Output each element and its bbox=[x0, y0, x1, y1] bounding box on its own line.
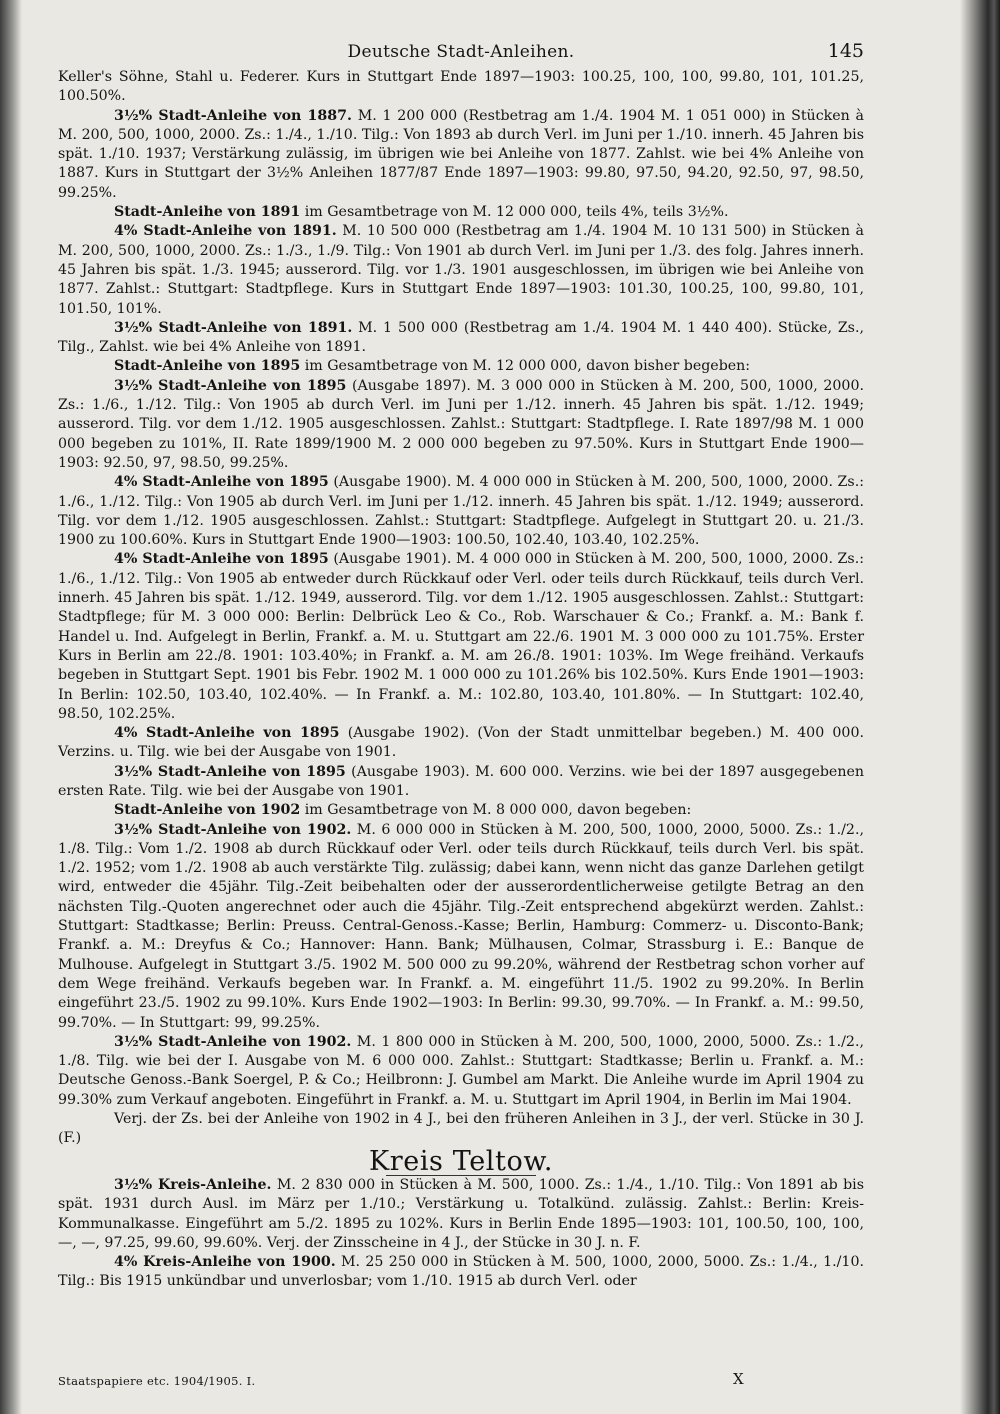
main-paragraph bbox=[58, 68, 864, 107]
entry-heading: Stadt-Anleihe von 1891 bbox=[114, 204, 301, 221]
entry-text: (Ausgabe 1900). M. 4 000 000 in Stücken à M. 200, 500, 1000, 2000. Zs.: 1./6., 1./12. Tilg.: Von 1905 ab durch Verl. im Juni per 1./12. innerh. 45 Jahren bis spät. 1./12. 1949; ausserord. Tilg. vor dem 1./12. 1905 ausgeschlossen. Zahlst.: Stuttgart: Stadtpflege. Aufgelegt in Stuttgart 20. u. 21./3. 1900 zu 100.60%. Kurs in Stuttgart Ende 1900—1903: 100.50, 102.40, 103.40, 102.25%. bbox=[58, 474, 864, 549]
section-paragraph bbox=[58, 1253, 864, 1292]
entry-text: im Gesamtbetrage von M. 8 000 000, davon begeben: bbox=[300, 802, 692, 819]
main-paragraph bbox=[58, 801, 864, 820]
entry-heading: 3½% Stadt-Anleihe von 1887. bbox=[114, 107, 352, 124]
entry-heading: 4% Stadt-Anleihe von 1895 bbox=[114, 474, 329, 491]
entry-text: im Gesamtbetrage von M. 12 000 000, teils 4%, teils 3½%. bbox=[300, 204, 729, 221]
entry-text: M. 1 800 000 in Stücken à M. 200, 500, 1000, 2000, 5000. Zs.: 1./2., 1./8. Tilg. wie bei der I. Ausgabe von M. 6 000 000. Zahlst.: Stuttgart: Stadtkasse; Berlin u. Frankf. a. M.: Deutsche Genoss.-Bank Soergel, P. & Co.; Heilbronn: J. Gumbel am Markt. Die Anleihe wurde im April 1904 zu 99.30% zum Verkauf angeboten. Eingeführt in Frankf. a. M. u. Stuttgart im April 1904, in Berlin im Mai 1904. bbox=[58, 1033, 864, 1108]
main-paragraph bbox=[58, 724, 864, 763]
main-paragraph bbox=[58, 763, 864, 802]
entry-text: M. 25 250 000 in Stücken à M. 500, 1000, 2000, 5000. Zs.: 1./4., 1./10. Tilg.: Bis 1915 unkündbar und unverlosbar; vom 1./10. 1915 ab durch Verl. oder bbox=[58, 1254, 864, 1290]
entry-text: Verj. der Zs. bei der Anleihe von 1902 in 4 J., bei den früheren Anleihen in 3 J., der verl. Stücke in 30 J. (F.) bbox=[58, 1111, 864, 1147]
main-paragraph bbox=[58, 1033, 864, 1110]
body-text bbox=[58, 68, 864, 1292]
running-title: Deutsche Stadt-Anleihen. bbox=[347, 42, 575, 62]
entry-text: im Gesamtbetrage von M. 12 000 000, davon bisher begeben: bbox=[300, 358, 751, 375]
entry-text: Keller's Söhne, Stahl u. Federer. Kurs in Stuttgart Ende 1897—1903: 100.25, 100, 100, 99.80, 101, 101.25, 100.50%. bbox=[58, 69, 864, 105]
main-paragraph bbox=[58, 550, 864, 724]
entry-heading: 3½% Stadt-Anleihe von 1902. bbox=[114, 1033, 352, 1050]
running-head bbox=[58, 38, 864, 68]
main-paragraph bbox=[58, 357, 864, 376]
main-paragraph bbox=[58, 319, 864, 358]
entry-heading: 4% Kreis-Anleihe von 1900. bbox=[114, 1254, 336, 1271]
entry-heading: 3½% Kreis-Anleihe. bbox=[114, 1176, 272, 1193]
footer-imprint: Staatspapiere etc. 1904/1905. I. bbox=[58, 1374, 256, 1388]
entry-text: (Ausgabe 1897). M. 3 000 000 in Stücken à M. 200, 500, 1000, 2000. Zs.: 1./6., 1./12. Tilg.: Von 1905 ab durch Verl. im Juni per 1./12. innerh. 45 Jahren bis spät. 1./12. 1949; ausserord. Tilg. vor dem 1./12. 1905 ausgeschlossen. Zahlst.: Stuttgart: Stadtpflege. I. Rate 1897/98 M. 1 000 000 begeben zu 101%, II. Rate 1899/1900 M. 2 000 000 begeben zu 97.50%. Kurs in Stuttgart Ende 1900—1903: 92.50, 97, 98.50, 99.25%. bbox=[58, 377, 864, 471]
page-footer bbox=[58, 1372, 864, 1392]
entry-text: M. 1 500 000 (Restbetrag am 1./4. 1904 M. 1 440 400). Stücke, Zs., Tilg., Zahlst. wie bei 4% Anleihe von 1891. bbox=[58, 319, 864, 356]
main-paragraph bbox=[58, 222, 864, 318]
section-paragraph bbox=[58, 1176, 864, 1253]
entry-heading: 4% Stadt-Anleihe von 1895 bbox=[114, 725, 340, 742]
scan-shadow-left bbox=[0, 0, 22, 1414]
scan-shadow-right bbox=[960, 0, 1000, 1414]
entry-text: M. 6 000 000 in Stücken à M. 200, 500, 1000, 2000, 5000. Zs.: 1./2., 1./8. Tilg.: Vom 1./2. 1908 ab durch Rückkauf oder Verl. oder teils durch Rückkauf, teils durch Verl. bis spät. 1./2. 1952; vom 1./2. 1908 ab auch verstärkte Tilg. zulässig; dabei kann, wenn nicht das ganze Darlehen getilgt wird, entweder die 45jähr. Tilg.-Zeit beibehalten oder der ausserordentlicherweise getilgte Betrag an den nächsten Tilg.-Quoten angerechnet oder auch die 45jähr. Tilg.-Zeit entsprechend abgekürzt werden. Zahlst.: Stuttgart: Stadtkasse; Berlin: Preuss. Central-Genoss.-Kasse; Berlin, Hamburg: Commerz- u. Disconto-Bank; Frankf. a. M.: Dreyfus & Co.; Hannover: Hann. Bank; Mülhausen, Colmar, Strassburg i. E.: Banque de Mulhouse. Aufgelegt in Stuttgart 3./5. 1902 M. 500 000 zu 99.20%, während der Restbetrag schon vorher auf dem Wege freihänd. Verkaufs begeben war. In Frankf. a. M. eingeführt 11./5. 1902 zu 99.20%. In Berlin eingeführt 23./5. 1902 zu 99.10%. Kurs Ende 1902—1903: In Berlin: 99.30, 99.70%. — In Frankf. a. M.: 99.50, 99.70%. — In Stuttgart: 99, 99.25%. bbox=[58, 821, 864, 1031]
entry-heading: 3½% Stadt-Anleihe von 1891. bbox=[114, 319, 353, 336]
main-paragraphs bbox=[58, 68, 864, 1149]
entry-text: M. 10 500 000 (Restbetrag am 1./4. 1904 M. 10 131 500) in Stücken à M. 200, 500, 1000, 2000. Zs.: 1./3., 1./9. Tilg.: Von 1901 ab durch Verl. im Juni per 1./3. des folg. Jahres innerh. 45 Jahren bis spät. 1./3. 1945; ausserord. Tilg. vor 1./3. 1901 ausgeschlossen, im übrigen wie bei Anleihe von 1877. Zahlst.: Stuttgart: Stadtpflege. Kurs in Stuttgart Ende 1897—1903: 101.30, 100.25, 100, 99.80, 101, 101.50, 101%. bbox=[58, 223, 864, 317]
document-page bbox=[58, 38, 864, 1398]
entry-text: M. 2 830 000 in Stücken à M. 500, 1000. Zs.: 1./4., 1./10. Tilg.: Von 1891 ab bis spät. 1931 durch Ausl. im März per 1./10.; Verstärkung u. Totalkünd. zulässig. Zahlst.: Berlin: Kreis-Kommunalkasse. Eingeführt am 5./2. 1895 zu 102%. Kurs in Berlin Ende 1895—1903: 101, 100.50, 100, 100, —, —, 97.25, 99.60, 99.60%. Verj. der Zinsscheine in 4 J., der Stücke in 30 J. n. F. bbox=[58, 1176, 864, 1251]
section-heading: Kreis Teltow. bbox=[368, 1145, 554, 1177]
entry-heading: Stadt-Anleihe von 1902 bbox=[114, 802, 301, 819]
main-paragraph bbox=[58, 377, 864, 473]
footer-signature-mark: X bbox=[733, 1370, 744, 1388]
entry-text: (Ausgabe 1902). (Von der Stadt unmittelbar begeben.) M. 400 000. Verzins. u. Tilg. wie bei der Ausgabe von 1901. bbox=[58, 725, 864, 761]
main-paragraph bbox=[58, 203, 864, 222]
entry-heading: 3½% Stadt-Anleihe von 1902. bbox=[114, 821, 352, 838]
main-paragraph bbox=[58, 473, 864, 550]
main-paragraph bbox=[58, 107, 864, 203]
entry-heading: 3½% Stadt-Anleihe von 1895 bbox=[114, 377, 347, 394]
entry-heading: 4% Stadt-Anleihe von 1891. bbox=[114, 223, 337, 240]
page-number: 145 bbox=[827, 40, 864, 62]
main-paragraph bbox=[58, 1110, 864, 1149]
entry-heading: 4% Stadt-Anleihe von 1895 bbox=[114, 551, 329, 568]
entry-heading: Stadt-Anleihe von 1895 bbox=[114, 358, 301, 375]
main-paragraph bbox=[58, 821, 864, 1033]
section-paragraphs bbox=[58, 1176, 864, 1292]
entry-heading: 3½% Stadt-Anleihe von 1895 bbox=[114, 763, 346, 780]
entry-text: M. 1 200 000 (Restbetrag am 1./4. 1904 M. 1 051 000) in Stücken à M. 200, 500, 1000, 2000. Zs.: 1./4., 1./10. Tilg.: Von 1893 ab durch Verl. im Juni per 1./10. innerh. 45 Jahren bis spät. 1./10. 1937; Verstärkung zulässig, im übrigen wie bei Anleihe von 1877. Zahlst. wie bei 4% Anleihe von 1887. Kurs in Stuttgart der 3½% Anleihen 1877/87 Ende 1897—1903: 99.80, 97.50, 94.20, 92.50, 97, 98.50, 99.25%. bbox=[58, 107, 864, 201]
entry-text: (Ausgabe 1901). M. 4 000 000 in Stücken à M. 200, 500, 1000, 2000. Zs.: 1./6., 1./12. Tilg.: Von 1905 ab entweder durch Rückkauf oder Verl. oder teils durch Rückkauf, teils durch Verl. innerh. 45 Jahren bis spät. 1./12. 1949, ausserord. Tilg. vor dem 1./12. 1905 ausgeschlossen. Zahlst.: Stuttgart: Stadtpflege; für M. 3 000 000: Berlin: Delbrück Leo & Co., Rob. Warschauer & Co.; Frankf. a. M.: Bank f. Handel u. Ind. Aufgelegt in Berlin, Frankf. a. M. u. Stuttgart am 22./6. 1901 M. 3 000 000 zu 101.75%. Erster Kurs in Berlin am 22./8. 1901: 103.40%; in Frankf. a. M. am 26./8. 1901: 103%. Im Wege freihänd. Verkaufs begeben in Stuttgart Sept. 1901 bis Febr. 1902 M. 1 000 000 zu 101.26% bis 102.50%. Kurs Ende 1901—1903: In Berlin: 102.50, 103.40, 102.40%. — In Frankf. a. M.: 102.80, 103.40, 101.80%. — In Stuttgart: 102.40, 98.50, 102.25%. bbox=[58, 551, 864, 722]
entry-text: (Ausgabe 1903). M. 600 000. Verzins. wie bei der 1897 ausgegebenen ersten Rate. Tilg. wie bei der Ausgabe von 1901. bbox=[58, 763, 864, 799]
